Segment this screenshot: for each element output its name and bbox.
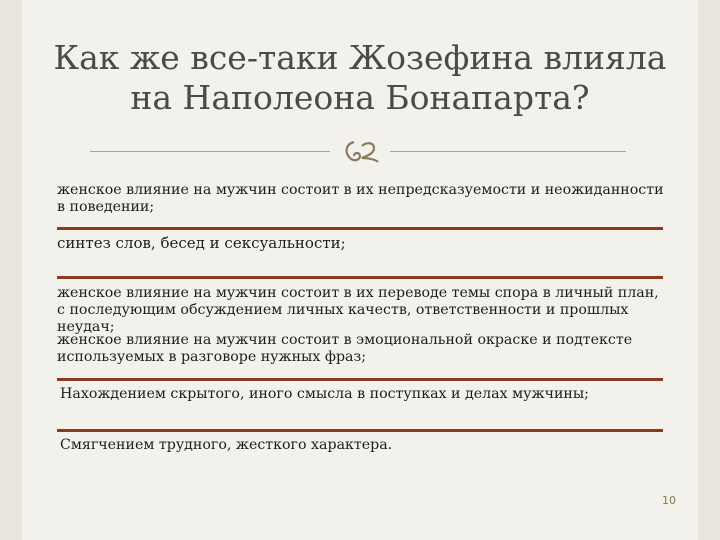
title-divider-right (390, 151, 626, 152)
list-item: женское влияние на мужчин состоит в их непредсказуемости и неожиданности в поведении; (57, 182, 664, 215)
swirl-flourish-icon (340, 138, 384, 164)
list-item: Смягчением трудного, жесткого характера. (60, 437, 393, 453)
list-item: женское влияние на мужчин состоит в их переводе темы спора в личный план, с последующим обсуждением личных качеств, ответственности и прошлых неудач; (57, 285, 659, 335)
item-separator (57, 429, 663, 432)
list-item: Нахождением скрытого, иного смысла в поступках и делах мужчины; (60, 386, 589, 402)
slide-title-line-2: на Наполеона Бонапарта? (130, 78, 590, 117)
page-number: 10 (662, 494, 676, 507)
item-separator (57, 227, 663, 230)
slide-title (22, 38, 698, 118)
item-separator (57, 276, 663, 279)
list-item: женское влияние на мужчин состоит в эмоциональной окраске и подтексте используемых в разговоре нужных фраз; (57, 332, 633, 365)
item-separator (57, 378, 663, 381)
title-divider-left (90, 151, 330, 152)
list-item: синтез слов, бесед и сексуальности; (57, 234, 346, 252)
slide-title-line-1: Как же все-таки Жозефина влияла (53, 38, 667, 77)
